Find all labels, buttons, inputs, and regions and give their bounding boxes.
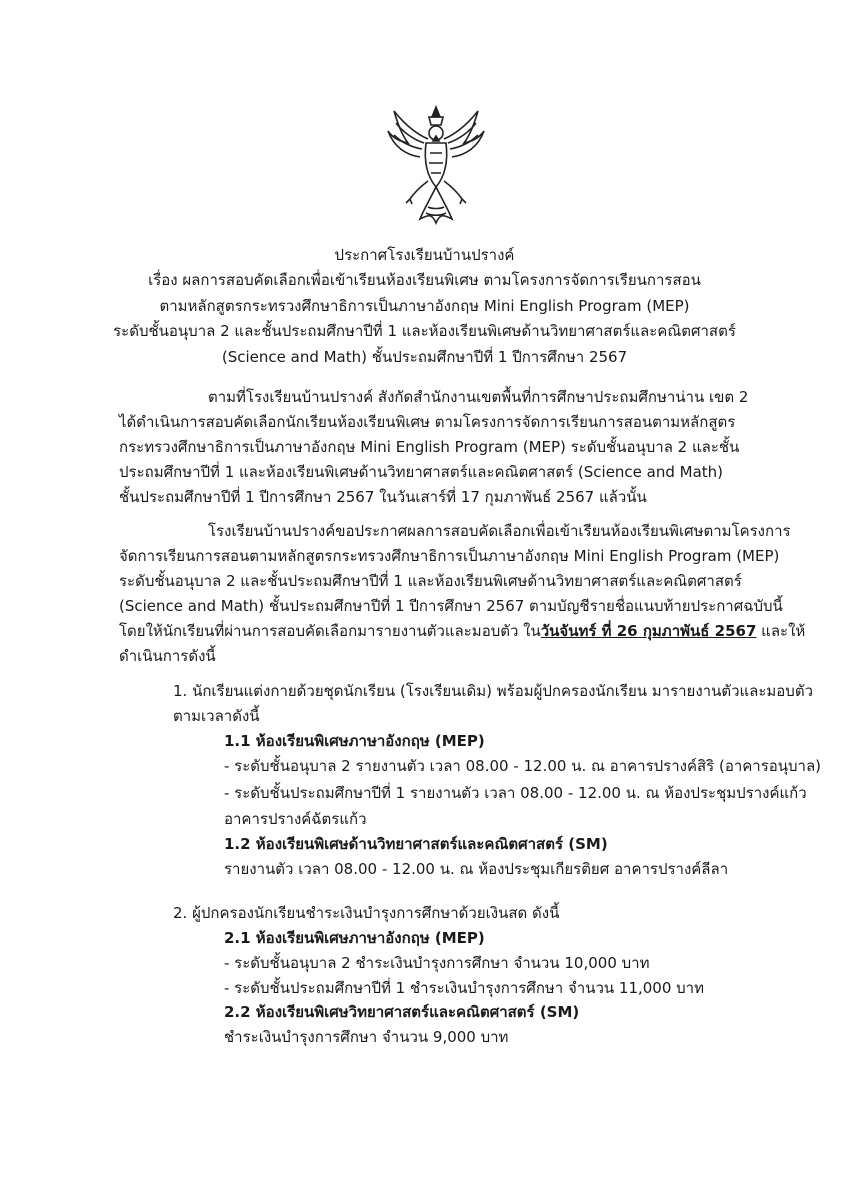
para2-line-3: ระดับชั้นอนุบาล 2 และชั้นประถมศึกษาปีที่ 1 และห้องเรียนพิเศษด้านวิทยาศาสตร์และคณิตศาสตร์ [119,572,742,590]
section-2-2-title: 2.2 ห้องเรียนพิเศษวิทยาศาสตร์และคณิตศาสตร์ (SM) [224,1003,580,1021]
para2-line-5-pre: โดยให้นักเรียนที่ผ่านการสอบคัดเลือกมารายงานตัวและมอบตัว ใน [119,622,541,640]
para2-line-6: ดำเนินการดังนี้ [119,647,216,665]
item1-line-2: ตามเวลาดังนี้ [173,707,260,725]
para1-line-1: ตามที่โรงเรียนบ้านปรางค์ สังกัดสำนักงานเขตพื้นที่การศึกษาประถมศึกษาน่าน เขต 2 [208,388,749,406]
para2-line-5-post: และให้ [756,622,806,640]
section-1-1-title: 1.1 ห้องเรียนพิเศษภาษาอังกฤษ (MEP) [224,732,485,750]
section-2-2-fee: ชำระเงินบำรุงการศึกษา จำนวน 9,000 บาท [224,1028,509,1046]
para2-line-2: จัดการเรียนการสอนตามหลักสูตรกระทรวงศึกษาธิการเป็นภาษาอังกฤษ Mini English Program (MEP) [119,547,780,565]
para2-line-4: (Science and Math) ชั้นประถมศึกษาปีที่ 1 ปีการศึกษา 2567 ตามบัญชีรายชื่อแนบท้ายประกาศฉบับนี้ [119,597,783,615]
garuda-emblem-icon [384,103,488,231]
para2-line-1: โรงเรียนบ้านปรางค์ขอประกาศผลการสอบคัดเลือกเพื่อเข้าเรียนห้องเรียนพิเศษตามโครงการ [208,522,791,540]
section-2-1-primary-fee: - ระดับชั้นประถมศึกษาปีที่ 1 ชำระเงินบำรุงการศึกษา จำนวน 11,000 บาท [224,979,704,997]
para1-line-5: ชั้นประถมศึกษาปีที่ 1 ปีการศึกษา 2567 ในวันเสาร์ที่ 17 กุมภาพันธ์ 2567 แล้วนั้น [119,488,647,506]
report-date: วันจันทร์ ที่ 26 กุมภาพันธ์ 2567 [540,622,757,640]
para1-line-3: กระทรวงศึกษาธิการเป็นภาษาอังกฤษ Mini English Program (MEP) ระดับชั้นอนุบาล 2 และชั้น [119,438,740,456]
section-1-1-kindergarten: - ระดับชั้นอนุบาล 2 รายงานตัว เวลา 08.00 - 12.00 น. ณ อาคารปรางค์สิริ (อาคารอนุบาล) [224,757,822,775]
para1-line-2: ได้ดำเนินการสอบคัดเลือกนักเรียนห้องเรียนพิเศษ ตามโครงการจัดการเรียนการสอนตามหลักสูตร [119,413,736,431]
section-1-1-primary: - ระดับชั้นประถมศึกษาปีที่ 1 รายงานตัว เวลา 08.00 - 12.00 น. ณ ห้องประชุมปรางค์แก้ว [224,784,807,802]
subject-line-4: (Science and Math) ชั้นประถมศึกษาปีที่ 1 ปีการศึกษา 2567 [221,348,628,366]
item1-line-1: 1. นักเรียนแต่งกายด้วยชุดนักเรียน (โรงเรียนเดิม) พร้อมผู้ปกครองนักเรียน มารายงานตัวและมอบตัว [173,682,813,700]
subject-line-2: ตามหลักสูตรกระทรวงศึกษาธิการเป็นภาษาอังกฤษ Mini English Program (MEP) [159,297,690,315]
section-1-2-title: 1.2 ห้องเรียนพิเศษด้านวิทยาศาสตร์และคณิตศาสตร์ (SM) [224,835,608,853]
subject-line-3: ระดับชั้นอนุบาล 2 และชั้นประถมศึกษาปีที่ 1 และห้องเรียนพิเศษด้านวิทยาศาสตร์และคณิตศาสตร์ [113,322,736,340]
section-1-2-report: รายงานตัว เวลา 08.00 - 12.00 น. ณ ห้องประชุมเกียรติยศ อาคารปรางค์ลีลา [224,860,729,878]
para2-line-5 [119,620,805,642]
section-2-1-kindergarten-fee: - ระดับชั้นอนุบาล 2 ชำระเงินบำรุงการศึกษา จำนวน 10,000 บาท [224,954,650,972]
section-1-1-primary-building: อาคารปรางค์ฉัตรแก้ว [224,810,367,828]
para1-line-4: ประถมศึกษาปีที่ 1 และห้องเรียนพิเศษด้านวิทยาศาสตร์และคณิตศาสตร์ (Science and Math) [119,463,724,481]
announcement-title: ประกาศโรงเรียนบ้านปรางค์ [334,246,515,264]
section-2-1-title: 2.1 ห้องเรียนพิเศษภาษาอังกฤษ (MEP) [224,929,485,947]
item2-line-1: 2. ผู้ปกครองนักเรียนชำระเงินบำรุงการศึกษาด้วยเงินสด ดังนี้ [173,904,560,922]
subject-line-1: เรื่อง ผลการสอบคัดเลือกเพื่อเข้าเรียนห้องเรียนพิเศษ ตามโครงการจัดการเรียนการสอน [148,271,701,289]
